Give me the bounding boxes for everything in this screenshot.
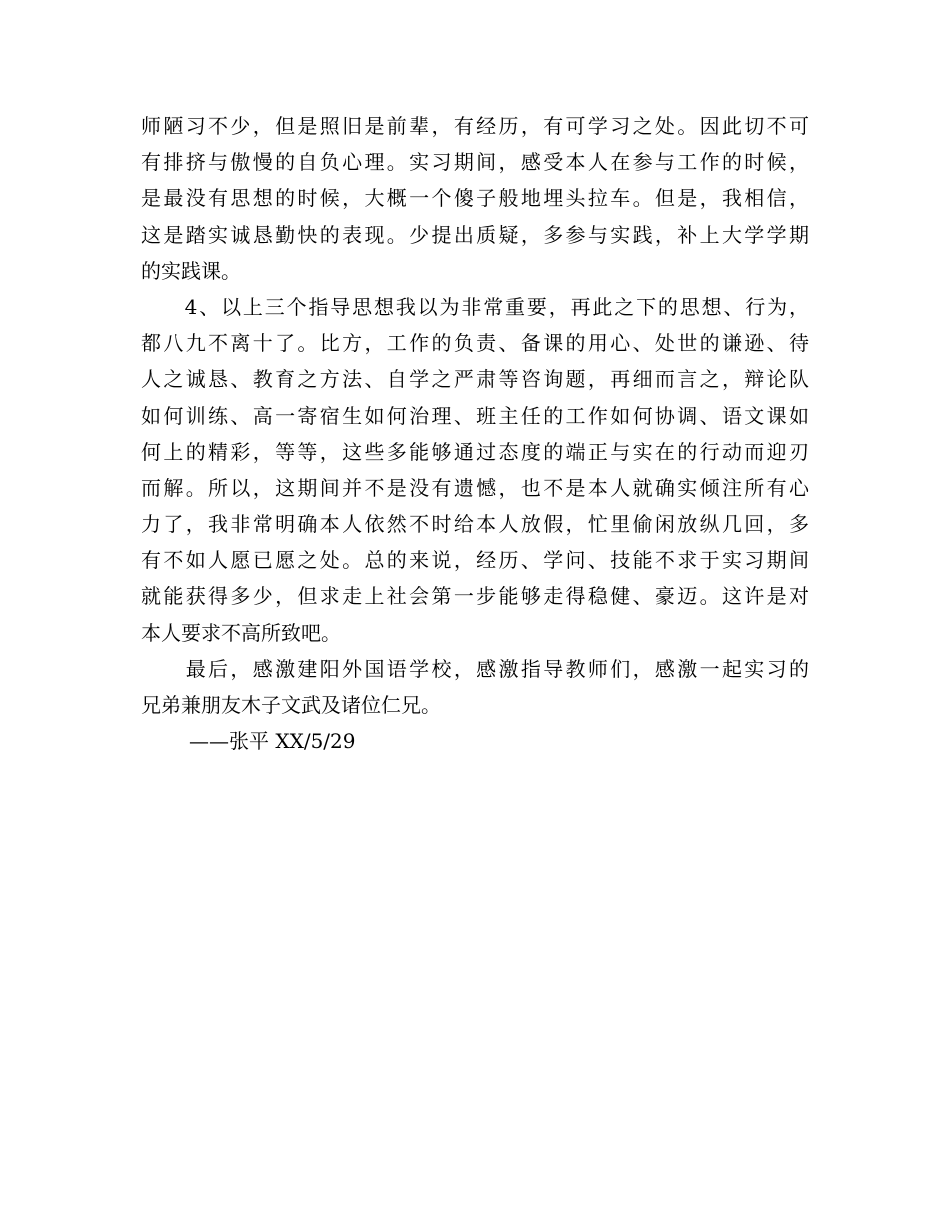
text-line: 如何训练、高一寄宿生如何治理、班主任的工作如何协调、语文课如 xyxy=(141,403,809,428)
text-line: 兄弟兼朋友木子文武及诸位仁兄。 xyxy=(141,693,441,717)
text-line: 是最没有思想的时候，大概一个傻子般地埋头拉车。但是，我相信， xyxy=(141,186,809,211)
document-body xyxy=(141,108,809,759)
text-line: 4、以上三个指导思想我以为非常重要，再此之下的思想、行为， xyxy=(141,294,809,319)
text-line: 有排挤与傲慢的自负心理。实习期间，感受本人在参与工作的时候， xyxy=(141,150,809,175)
text-line: 就能获得多少，但求走上社会第一步能够走得稳健、豪迈。这许是对 xyxy=(141,584,809,609)
text-line: 而解。所以，这期间并不是没有遗憾，也不是本人就确实倾注所有心 xyxy=(141,475,809,500)
text-line: 人之诚恳、教育之方法、自学之严肃等咨询题，再细而言之，辩论队 xyxy=(141,367,809,392)
text-line: 本人要求不高所致吧。 xyxy=(141,620,341,645)
text-line: 有不如人愿已愿之处。总的来说，经历、学问、技能不求于实习期间 xyxy=(141,548,809,573)
text-line: 的实践课。 xyxy=(141,258,241,283)
text-line: 力了，我非常明确本人依然不时给本人放假，忙里偷闲放纵几回，多 xyxy=(141,512,809,537)
text-line: 最后，感激建阳外国语学校，感激指导教师们，感激一起实习的 xyxy=(141,656,809,681)
text-line: 这是踏实诚恳勤快的表现。少提出质疑，多参与实践，补上大学学期 xyxy=(141,222,809,247)
text-line: 师陋习不少，但是照旧是前辈，有经历，有可学习之处。因此切不可 xyxy=(141,114,809,138)
text-line: 何上的精彩，等等，这些多能够通过态度的端正与实在的行动而迎刃 xyxy=(141,439,809,464)
text-line: 都八九不离十了。比方，工作的负责、备课的用心、处世的谦逊、待 xyxy=(141,331,809,356)
signature-line: ——张平 XX/5/29 xyxy=(189,729,356,754)
